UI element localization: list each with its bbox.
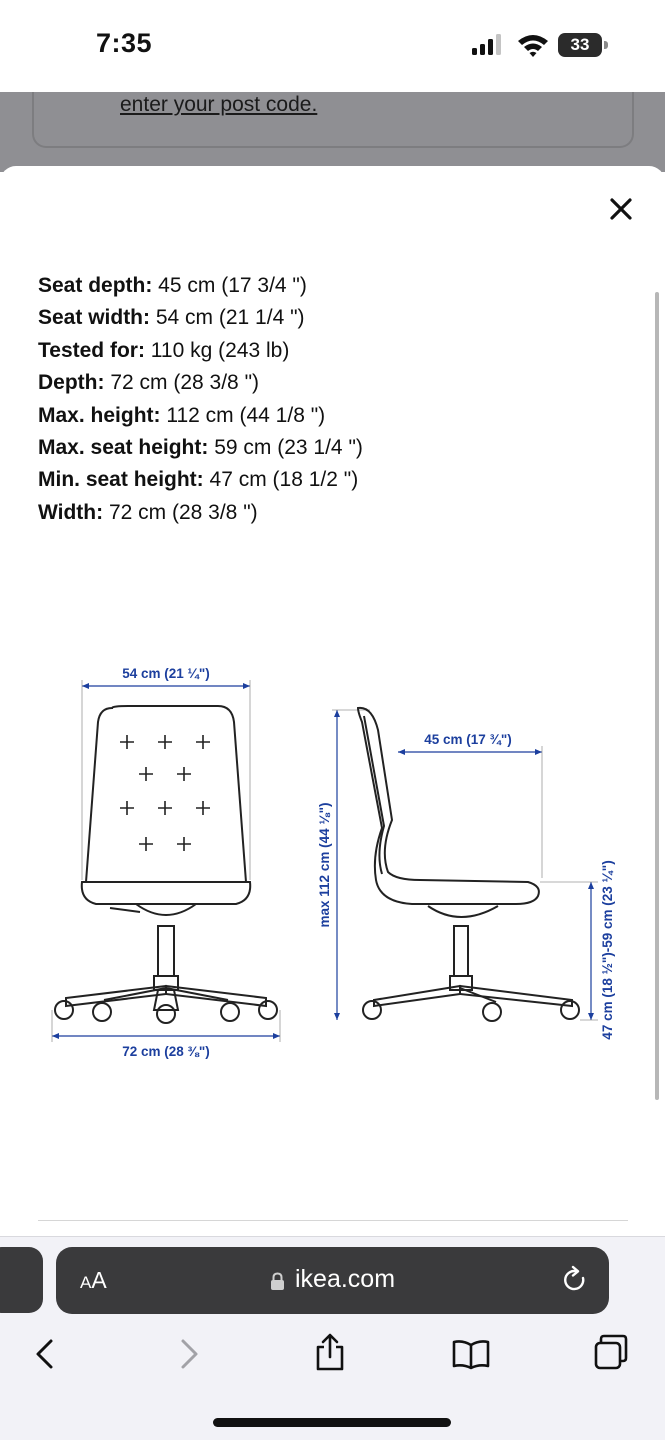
spec-seat-width bbox=[38, 302, 363, 334]
base-width-label: 72 cm (28 ⅜") bbox=[122, 1044, 210, 1059]
spec-value: 112 cm (44 1/8 ") bbox=[160, 403, 326, 427]
spec-value: 54 cm (21 1/4 ") bbox=[150, 306, 305, 330]
tabs-icon[interactable] bbox=[593, 1334, 631, 1372]
chair-dimension-diagram bbox=[40, 650, 630, 1080]
spec-value: 45 cm (17 3/4 ") bbox=[152, 274, 307, 297]
chair-side-view bbox=[332, 708, 598, 1021]
specs-list bbox=[38, 270, 363, 529]
previous-tab-preview[interactable] bbox=[0, 1247, 43, 1313]
back-icon[interactable] bbox=[32, 1338, 58, 1370]
spec-label: Seat depth: bbox=[38, 274, 153, 297]
scroll-indicator[interactable] bbox=[655, 292, 659, 1100]
spec-min-seat-height bbox=[38, 464, 363, 496]
spec-max-height bbox=[38, 400, 363, 432]
signal-icon bbox=[470, 34, 506, 56]
spec-label: Max. seat height: bbox=[38, 436, 209, 460]
spec-value: 47 cm (18 1/2 ") bbox=[203, 468, 359, 492]
chair-front-view bbox=[52, 680, 280, 1042]
spec-value: 72 cm (28 3/8 ") bbox=[104, 371, 260, 395]
battery-icon bbox=[558, 33, 608, 57]
spec-width bbox=[38, 497, 363, 529]
battery-level: 33 bbox=[570, 35, 590, 54]
share-icon[interactable] bbox=[313, 1332, 347, 1372]
close-icon[interactable] bbox=[604, 192, 638, 226]
max-height-label: max 112 cm (44 ⅛") bbox=[317, 802, 332, 928]
url-text[interactable]: ikea.com bbox=[295, 1265, 396, 1293]
seat-depth-label: 45 cm (17 ¾") bbox=[424, 732, 512, 747]
seat-height-label: 47 cm (18 ½")-59 cm (23 ¼") bbox=[600, 860, 615, 1040]
spec-label: Width: bbox=[38, 500, 104, 524]
spec-label: Depth: bbox=[38, 371, 105, 395]
text-size-button[interactable]: AA bbox=[80, 1267, 107, 1293]
section-divider bbox=[38, 1220, 628, 1221]
status-time: 7:35 bbox=[96, 28, 153, 58]
seat-width-label: 54 cm (21 ¼") bbox=[122, 666, 210, 681]
spec-tested-for bbox=[38, 335, 363, 367]
home-indicator bbox=[213, 1418, 451, 1427]
spec-label: Min. seat height: bbox=[38, 468, 204, 492]
spec-value: 110 kg (243 lb) bbox=[144, 338, 290, 362]
status-bar bbox=[0, 0, 665, 92]
spec-depth bbox=[38, 367, 363, 399]
post-code-link[interactable]: enter your post code. bbox=[120, 93, 318, 116]
spec-label: Tested for: bbox=[38, 338, 145, 362]
spec-value: 59 cm (23 1/4 ") bbox=[208, 436, 363, 460]
forward-icon[interactable] bbox=[176, 1338, 202, 1370]
spec-label: Max. height: bbox=[38, 403, 161, 427]
wifi-icon bbox=[516, 32, 550, 58]
spec-label: Seat width: bbox=[38, 306, 151, 330]
spec-value: 72 cm (28 3/8 ") bbox=[103, 500, 258, 524]
spec-seat-depth bbox=[38, 270, 363, 302]
reload-icon[interactable] bbox=[561, 1265, 589, 1295]
spec-max-seat-height bbox=[38, 432, 363, 464]
bookmarks-icon[interactable] bbox=[451, 1338, 491, 1370]
lock-icon bbox=[270, 1272, 285, 1291]
